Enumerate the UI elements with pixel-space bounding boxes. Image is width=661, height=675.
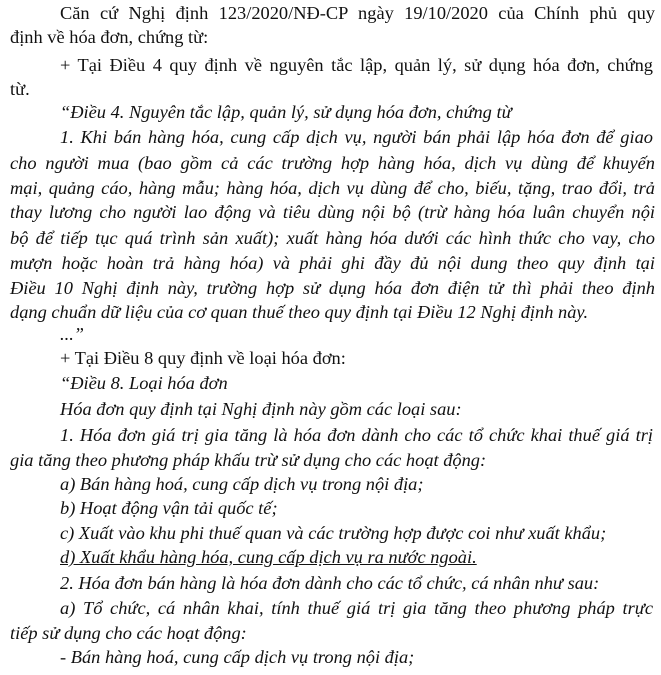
article-4-clause-1-line: mại, quảng cáo, hàng mẫu; hàng hóa, dịch vụ dùng để cho, biếu, tặng, trao đổi, trả	[10, 178, 655, 198]
article-4-clause-1-line: cho người mua (bao gồm cả các trường hợp hàng hóa, dịch vụ dùng để khuyến	[10, 153, 655, 173]
clause-1-item-d: d) Xuất khẩu hàng hóa, cung cấp dịch vụ ra nước ngoài.	[60, 547, 477, 567]
intro-line-cont: định về hóa đơn, chứng từ:	[10, 27, 209, 47]
clause-1-item-a: a) Bán hàng hoá, cung cấp dịch vụ trong nội địa;	[60, 474, 424, 494]
article-8-intro: Hóa đơn quy định tại Nghị định này gồm các loại sau:	[60, 399, 462, 419]
ellipsis-close-quote: ...”	[60, 324, 85, 344]
intro-line: Căn cứ Nghị định 123/2020/NĐ-CP ngày 19/10/2020 của Chính phủ quy	[60, 3, 655, 23]
clause-1-item-c: c) Xuất vào khu phi thuế quan và các trường hợp được coi như xuất khẩu;	[60, 523, 607, 543]
article-4-clause-1-line: Điều 10 Nghị định này, trường hợp sử dụng hóa đơn điện tử thì phải theo định	[10, 278, 655, 298]
clause-2-item-a-cont: tiếp sử dụng cho các hoạt động:	[10, 623, 247, 643]
article-4-reference: + Tại Điều 4 quy định về nguyên tắc lập, quản lý, sử dụng hóa đơn, chứng	[60, 55, 653, 75]
article-4-heading: “Điều 4. Nguyên tắc lập, quản lý, sử dụng hóa đơn, chứng từ	[60, 102, 512, 122]
clause-2-bullet: - Bán hàng hoá, cung cấp dịch vụ trong nội địa;	[60, 647, 415, 667]
article-4-clause-1-line: thay lương cho người lao động và tiêu dùng nội bộ (trừ hàng hóa luân chuyển nội	[10, 202, 655, 222]
clause-1-item-b: b) Hoạt động vận tải quốc tế;	[60, 498, 278, 518]
article-8-clause-1-cont: gia tăng theo phương pháp khấu trừ sử dụng cho các hoạt động:	[10, 450, 487, 470]
article-4-clause-1: 1. Khi bán hàng hóa, cung cấp dịch vụ, người bán phải lập hóa đơn để giao	[60, 127, 653, 147]
article-8-clause-1: 1. Hóa đơn giá trị gia tăng là hóa đơn dành cho các tổ chức khai thuế giá trị	[60, 425, 653, 445]
clause-2-item-a: a) Tổ chức, cá nhân khai, tính thuế giá trị gia tăng theo phương pháp trực	[60, 598, 653, 618]
article-8-heading: “Điều 8. Loại hóa đơn	[60, 373, 228, 393]
article-8-clause-2: 2. Hóa đơn bán hàng là hóa đơn dành cho các tổ chức, cá nhân như sau:	[60, 573, 600, 593]
article-8-reference: + Tại Điều 8 quy định về loại hóa đơn:	[60, 348, 346, 368]
article-4-reference-cont: từ.	[10, 79, 30, 99]
article-4-clause-1-line: bộ để tiếp tục quá trình sản xuất); xuất hàng hóa dưới các hình thức cho vay, cho	[10, 228, 655, 248]
article-4-clause-1-line: dạng chuẩn dữ liệu của cơ quan thuế theo quy định tại Điều 12 Nghị định này.	[10, 302, 589, 322]
article-4-clause-1-line: mượn hoặc hoàn trả hàng hóa) và phải ghi đầy đủ nội dung theo quy định tại	[10, 253, 655, 273]
